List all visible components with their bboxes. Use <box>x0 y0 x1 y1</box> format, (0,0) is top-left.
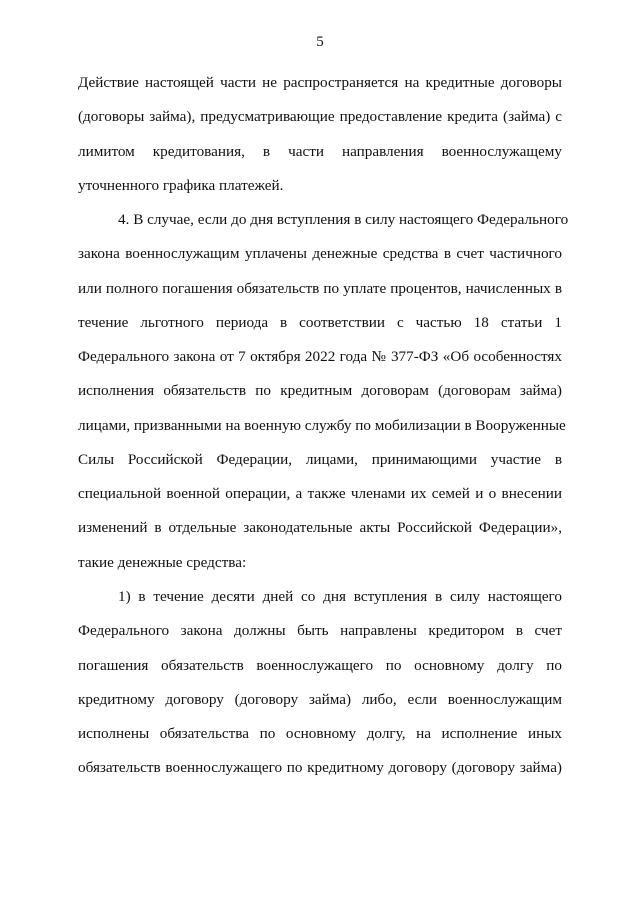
text-line: специальной военной операции, а также членами их семей и о внесении <box>78 485 562 502</box>
text-line: исполнения обязательств по кредитным договорам (договорам займа) <box>78 382 562 399</box>
text-line: уточненного графика платежей. <box>78 177 284 194</box>
text-line: Силы Российской Федерации, лицами, принимающими участие в <box>78 451 562 468</box>
text-line: Федерального закона от 7 октября 2022 года № 377-ФЗ «Об особенностях <box>78 348 562 365</box>
text-line: обязательств военнослужащего по кредитному договору (договору займа) <box>78 759 562 776</box>
text-line: лимитом кредитования, в части направления военнослужащему <box>78 143 562 160</box>
text-line: Действие настоящей части не распространяется на кредитные договоры <box>78 74 562 91</box>
text-line: погашения обязательств военнослужащего по основному долгу по <box>78 657 562 674</box>
text-line: лицами, призванными на военную службу по мобилизации в Вооруженные <box>78 417 566 434</box>
text-line: исполнены обязательства по основному долгу, на исполнение иных <box>78 725 562 742</box>
text-line: закона военнослужащим уплачены денежные средства в счет частичного <box>78 245 562 262</box>
text-line: кредитному договору (договору займа) либо, если военнослужащим <box>78 691 562 708</box>
text-line: 1) в течение десяти дней со дня вступления в силу настоящего <box>118 588 562 605</box>
text-line: 4. В случае, если до дня вступления в силу настоящего Федерального <box>118 211 569 228</box>
text-line: (договоры займа), предусматривающие предоставление кредита (займа) с <box>78 108 562 125</box>
text-line: изменений в отдельные законодательные акты Российской Федерации», <box>78 519 562 536</box>
text-line: такие денежные средства: <box>78 554 247 571</box>
text-line: Федерального закона должны быть направлены кредитором в счет <box>78 622 562 639</box>
text-line: или полного погашения обязательств по уплате процентов, начисленных в <box>78 280 562 297</box>
page-number: 5 <box>316 34 324 50</box>
text-line: течение льготного периода в соответствии с частью 18 статьи 1 <box>78 314 562 331</box>
